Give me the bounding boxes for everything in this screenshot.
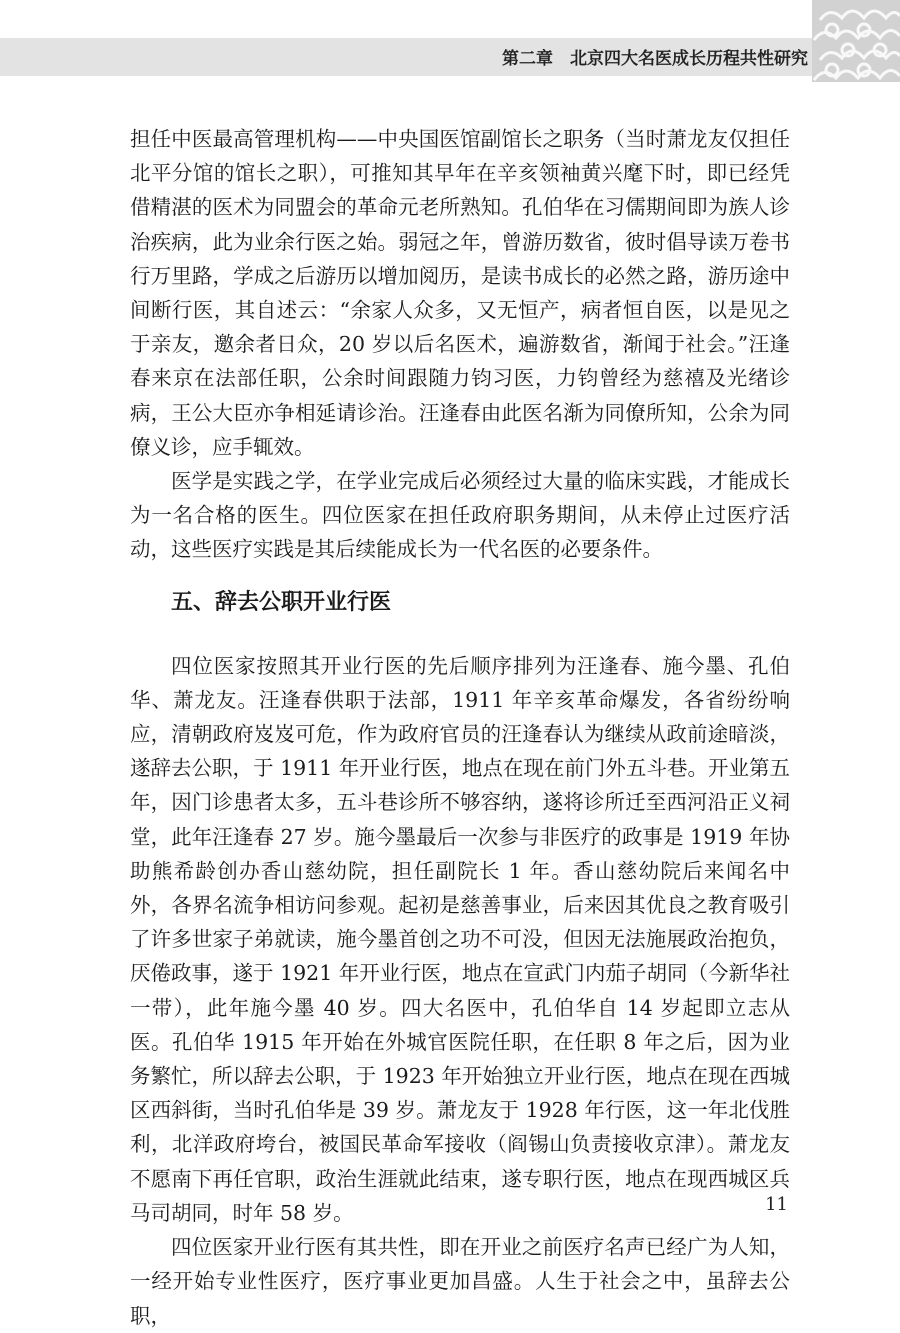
paragraph-3: 四位医家按照其开业行医的先后顺序排列为汪逢春、施今墨、孔伯华、萧龙友。汪逢春供职于法部，1911 年辛亥革命爆发，各省纷纷响应，清朝政府岌岌可危，作为政府官员的汪逢春认为继续从政前途暗淡，遂辞去公职，于 1911 年开业行医，地点在现在前门外五斗巷。开业第五年，因门诊患者太多，五斗巷诊所不够容纳，遂将诊所迁至西河沿正义祠堂，此年汪逢春 27 岁。施今墨最后一次参与非医疗的政事是 1919 年协助熊希龄创办香山慈幼院，担任副院长 1 年。香山慈幼院后来闻名中外，各界名流争相访问参观。起初是慈善事业，后来因其优良之教育吸引了许多世家子弟就读，施今墨首创之功不可没，但因无法施展政治抱负，厌倦政事，遂于 1921 年开业行医，地点在宣武门内茄子胡同（今新华社一带），此年施今墨 40 岁。四大名医中，孔伯华自 14 岁起即立志从医。孔伯华 1915 年开始在外城官医院任职，在任职 8 年之后，因为业务繁忙，所以辞去公职，于 1923 年开始独立开业行医，地点在现在西城区西斜街，当时孔伯华是 39 岁。萧龙友于 1928 年行医，这一年北伐胜利，北洋政府垮台，被国民革命军接收（阎锡山负责接收京津）。萧龙友不愿南下再任官职，政治生涯就此结束，遂专职行医，地点在现西城区兵马司胡同，时年 58 岁。 xyxy=(130,653,790,1225)
page-number: 11 xyxy=(765,1194,788,1215)
paragraph-4: 四位医家开业行医有其共性，即在开业之前医疗名声已经广为人知，一经开始专业性医疗，医疗事业更加昌盛。人生于社会之中，虽辞去公职， xyxy=(130,1235,790,1328)
cloud-pattern-icon xyxy=(812,0,900,82)
paragraph-2: 医学是实践之学，在学业完成后必须经过大量的临床实践，才能成长为一名合格的医生。四位医家在担任政府职务期间，从未停止过医疗活动，这些医疗实践是其后续能成长为一代名医的必要条件。 xyxy=(130,469,790,562)
page-body xyxy=(130,122,790,1333)
section-heading: 五、辞去公职开业行医 xyxy=(171,589,392,615)
running-header-title: 第二章 北京四大名医成长历程共性研究 xyxy=(502,49,808,69)
paragraph-1: 担任中医最高管理机构——中央国医馆副馆长之职务（当时萧龙友仅担任北平分馆的馆长之职），可推知其早年在辛亥领袖黄兴麾下时，即已经凭借精湛的医术为同盟会的革命元老所熟知。孔伯华在习儒期间即为族人诊治疾病，此为业余行医之始。弱冠之年，曾游历数省，彼时倡导读万卷书行万里路，学成之后游历以增加阅历，是读书成长的必然之路，游历途中间断行医，其自述云：“余家人众多，又无恒产，病者恒自医，以是见之于亲友，邀余者日众，20 岁以后名医术，遍游数省，渐闻于社会。”汪逢春来京在法部任职，公余时间跟随力钧习医，力钧曾经为慈禧及光绪诊病，王公大臣亦争相延请诊治。汪逢春由此医名渐为同僚所知，公余为同僚义诊，应手辄效。 xyxy=(130,127,790,459)
